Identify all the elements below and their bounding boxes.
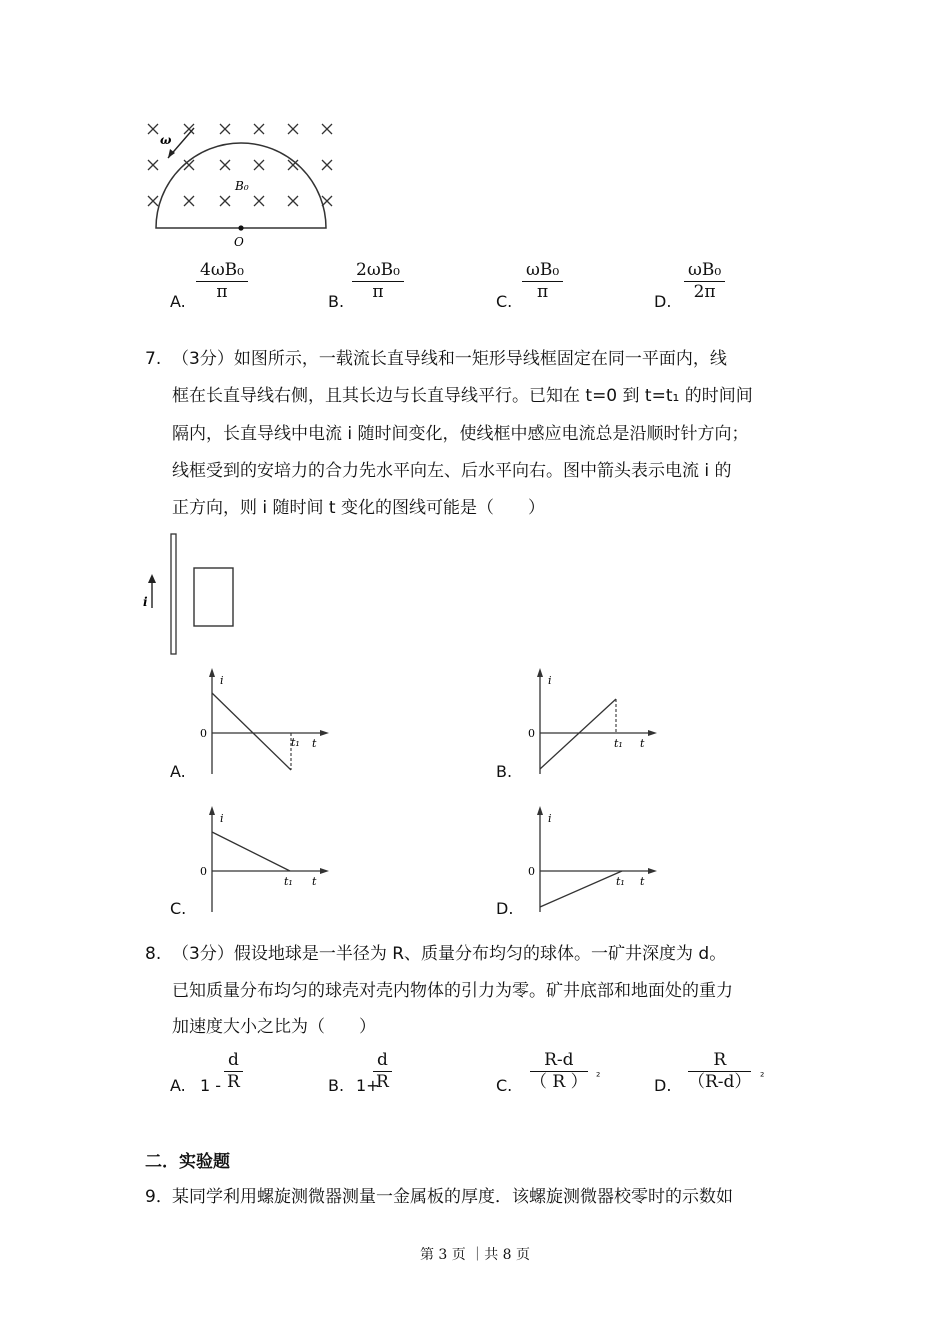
graph-c-line [212,832,290,871]
current-label: i [143,595,148,609]
svg-text:i: i [548,674,552,687]
center-label: O [234,235,244,249]
q7-line-2: 框在长直导线右侧，且其长边与长直导线平行。已知在 t=0 到 t=t₁ 的时间间 [172,386,753,406]
q8-option-a-label[interactable]: A. [170,1076,186,1095]
svg-text:t₁: t₁ [616,875,625,888]
q9-number: 9． [145,1187,173,1207]
q8-option-c-fraction: $\frac{R-d}{( R )}$ [530,1050,588,1092]
svg-text:t₁: t₁ [614,737,623,750]
q8-option-b-label[interactable]: B. [328,1076,345,1095]
q7-graph-d [523,802,663,917]
svg-text:i: i [220,674,224,687]
q8-line-1: （3分）假设地球是一半径为 R、质量分布均匀的球体。一矿井深度为 d。 [172,944,727,964]
graph-a-line [212,693,291,770]
q6-option-b-fraction: $\frac{\text{2ωB₀}}{\pi}$ [352,260,404,302]
q7-option-d-label[interactable]: D. [496,899,514,918]
q8-option-d-exponent: ² [760,1070,765,1083]
q6-semicircle-figure [140,118,350,250]
q6-option-a-fraction: $\frac{\text{4ωB₀}}{\pi}$ [196,260,248,302]
q6-option-a-label[interactable]: A. [170,292,186,311]
svg-text:0: 0 [200,727,207,740]
q8-option-b-fraction: $\frac{d}{R}$ [373,1050,392,1092]
svg-text:t₁: t₁ [284,875,293,888]
q8-option-c-label[interactable]: C. [496,1076,513,1095]
svg-text:t: t [312,737,317,750]
q8-option-b-prefix: 1+ [356,1076,380,1095]
q9-line-1: 某同学利用螺旋测微器测量一金属板的厚度．该螺旋测微器校零时的示数如 [172,1187,733,1207]
q7-option-a-label[interactable]: A. [170,762,186,781]
q6-option-c-fraction: $\frac{\text{ωB₀}}{\pi}$ [522,260,563,302]
field-crosses [148,124,332,206]
field-label: B₀ [235,179,249,193]
q8-option-d-label[interactable]: D. [654,1076,672,1095]
svg-text:0: 0 [200,865,207,878]
svg-text:t: t [312,875,317,888]
q8-line-3: 加速度大小之比为（ ） [172,1017,376,1037]
center-point [238,225,243,230]
svg-text:i: i [220,812,224,825]
rectangular-frame [194,568,233,626]
q7-line-4: 线框受到的安培力的合力先水平向左、后水平向右。图中箭头表示电流 i 的 [172,461,732,481]
svg-text:i: i [548,812,552,825]
page-footer: 第 3 页 ｜共 8 页 [419,1247,531,1263]
omega-label: ω [160,133,172,147]
q8-option-c-exponent: ² [596,1070,601,1083]
q6-option-d-fraction: $\frac{\text{ωB₀}}{2\pi}$ [684,260,725,302]
q7-option-b-label[interactable]: B. [496,762,513,781]
q7-line-1: （3分）如图所示，一载流长直导线和一矩形导线框固定在同一平面内，线 [172,349,727,369]
q7-number: 7. [145,349,162,369]
q7-graph-a [195,664,335,779]
q7-graph-c [195,802,335,917]
q8-number: 8. [145,944,162,964]
q6-option-c-label[interactable]: C. [496,292,513,311]
q7-wire-frame-figure [140,530,250,660]
q6-option-b-label[interactable]: B. [328,292,345,311]
q8-line-2: 已知质量分布均匀的球壳对壳内物体的引力为零。矿井底部和地面处的重力 [172,981,733,1001]
q7-line-5: 正方向，则 i 随时间 t 变化的图线可能是（ ） [172,498,546,518]
long-wire [171,534,176,654]
svg-text:t₁: t₁ [291,736,300,749]
q8-option-a-fraction: $\frac{d}{R}$ [224,1050,243,1092]
svg-text:t: t [640,737,645,750]
q6-option-d-label[interactable]: D. [654,292,672,311]
q7-graph-b [523,664,663,779]
svg-text:t: t [640,875,645,888]
q7-line-3: 隔内，长直导线中电流 i 随时间变化，使线框中感应电流总是沿顺时针方向； [172,424,749,444]
graph-d-line [540,871,622,907]
q8-option-d-fraction: $\frac{R}{(R-d)}$ [688,1050,752,1092]
svg-text:0: 0 [528,727,535,740]
graph-b-line [540,699,616,769]
section-title: 二．实验题 [145,1152,230,1172]
q8-option-a-prefix: 1 - [200,1076,222,1095]
svg-text:0: 0 [528,865,535,878]
q7-option-c-label[interactable]: C. [170,899,187,918]
